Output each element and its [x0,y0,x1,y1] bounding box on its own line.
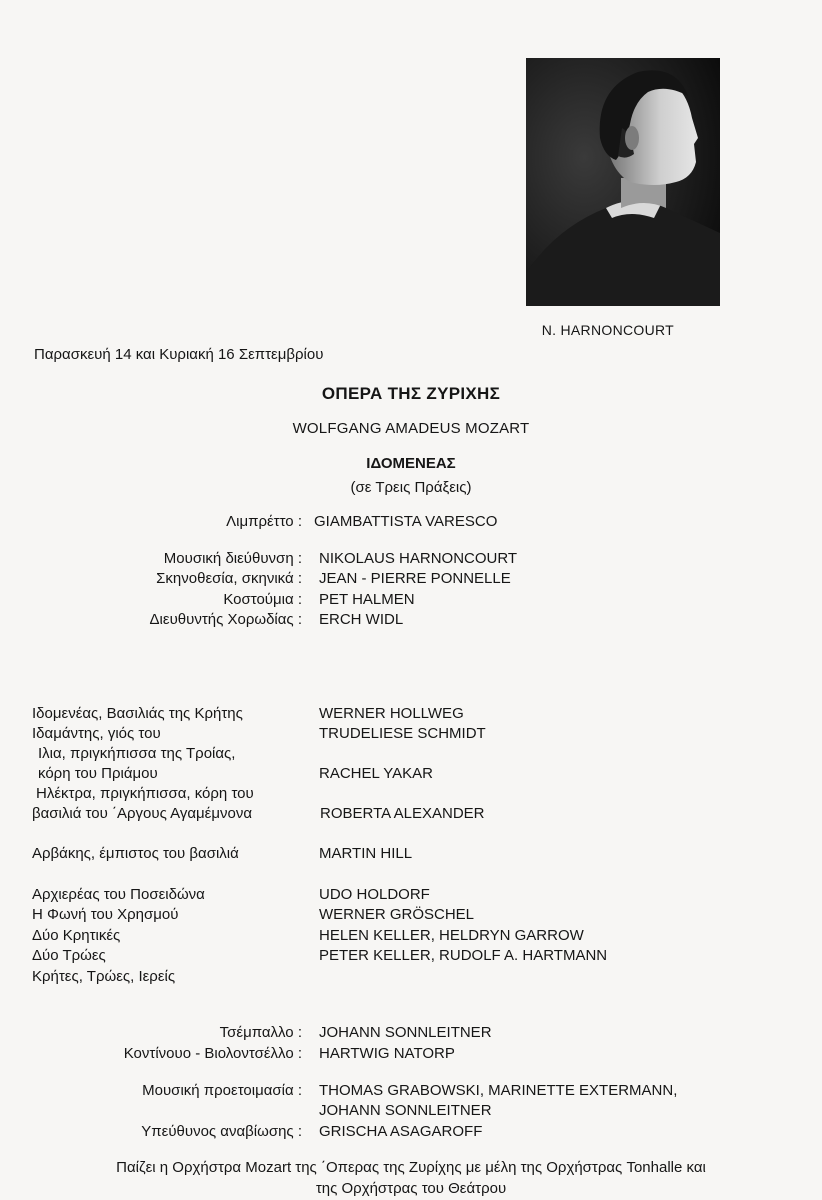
continuo-label: Τσέμπαλλο : [219,1024,302,1041]
cast-role: Ηλέκτρα, πριγκήπισσα, κόρη του [36,785,254,802]
cast-performer: MARTIN HILL [319,845,413,862]
cast-role: Η Φωνή του Χρησμού [32,906,179,923]
cast-role: βασιλιά του ΄Αργους Αγαμέμνονα [32,805,253,822]
libretto-label: Λιμπρέττο : [226,513,302,530]
cast-performer: HELEN KELLER, HELDRYN GARROW [319,927,584,944]
preparation-label: Μουσική προετοιμασία : [142,1082,302,1099]
portrait-photo [526,58,720,306]
cast-role: Δύο Τρώες [32,947,106,964]
credit-value: NIKOLAUS HARNONCOURT [319,550,518,567]
orchestra-note-line: της Ορχήστρας του Θεάτρου [315,1180,507,1197]
credit-value: ERCH WIDL [319,611,404,628]
cast-role: Ιδαμάντης, γιός του [32,725,161,742]
cast-performer: WERNER GRÖSCHEL [319,906,475,923]
orchestra-note-line: Παίζει η Ορχήστρα Mozart της ΄Οπερας της Ζυρίχης με μέλη της Ορχήστρας Tonhalle και [116,1159,706,1176]
cast-performer: TRUDELIESE SCHMIDT [319,725,486,742]
cast-performer: WERNER HOLLWEG [319,705,464,722]
libretto-value: GIAMBATTISTA VARESCO [314,513,498,530]
cast-role: Ιδομενέας, Βασιλιάς της Κρήτης [32,705,243,722]
preparation-value: THOMAS GRABOWSKI, MARINETTE EXTERMANN, [319,1082,678,1099]
cast-performer: ROBERTA ALEXANDER [320,805,485,822]
continuo-value: JOHANN SONNLEITNER [319,1024,492,1041]
credit-label: Διευθυντής Χορωδίας : [149,611,302,628]
cast-role: Δύο Κρητικές [32,927,121,944]
credit-label: Σκηνοθεσία, σκηνικά : [156,570,302,587]
revival-label: Υπεύθυνος αναβίωσης : [141,1123,302,1140]
opera-title: ΙΔΟΜΕΝΕΑΣ [366,455,456,472]
performance-date: Παρασκευή 14 και Κυριακή 16 Σεπτεμβρίου [34,346,324,363]
photo-caption: N. HARNONCOURT [541,322,674,338]
cast-performer: RACHEL YAKAR [319,765,433,782]
revival-value: GRISCHA ASAGAROFF [319,1123,483,1140]
credit-label: Μουσική διεύθυνση : [163,550,302,567]
cast-performer: UDO HOLDORF [319,886,430,903]
cast-role: Κρήτες, Τρώες, Ιερείς [32,968,176,985]
opera-acts: (σε Τρεις Πράξεις) [350,479,472,496]
preparation-value: JOHANN SONNLEITNER [319,1102,492,1119]
continuo-value: HARTWIG NATORP [319,1045,455,1062]
cast-role: Αρχιερέας του Ποσειδώνα [32,886,205,903]
credit-label: Κοστούμια : [223,591,302,608]
credit-value: PET HALMEN [319,591,415,608]
credit-value: JEAN - PIERRE PONNELLE [319,570,511,587]
composer-name: WOLFGANG AMADEUS MOZART [292,420,530,437]
cast-role: Αρβάκης, έμπιστος του βασιλιά [32,845,239,862]
cast-role: κόρη του Πριάμου [38,765,158,782]
opera-company: ΟΠΕΡΑ ΤΗΣ ΖΥΡΙΧΗΣ [321,384,501,403]
orchestra-note [0,1157,822,1199]
continuo-label: Κοντίνουο - Βιολοντσέλλο : [123,1045,302,1062]
cast-role: Ιλια, πριγκήπισσα της Τροίας, [38,745,236,762]
cast-performer: PETER KELLER, RUDOLF A. HARTMANN [319,947,608,964]
